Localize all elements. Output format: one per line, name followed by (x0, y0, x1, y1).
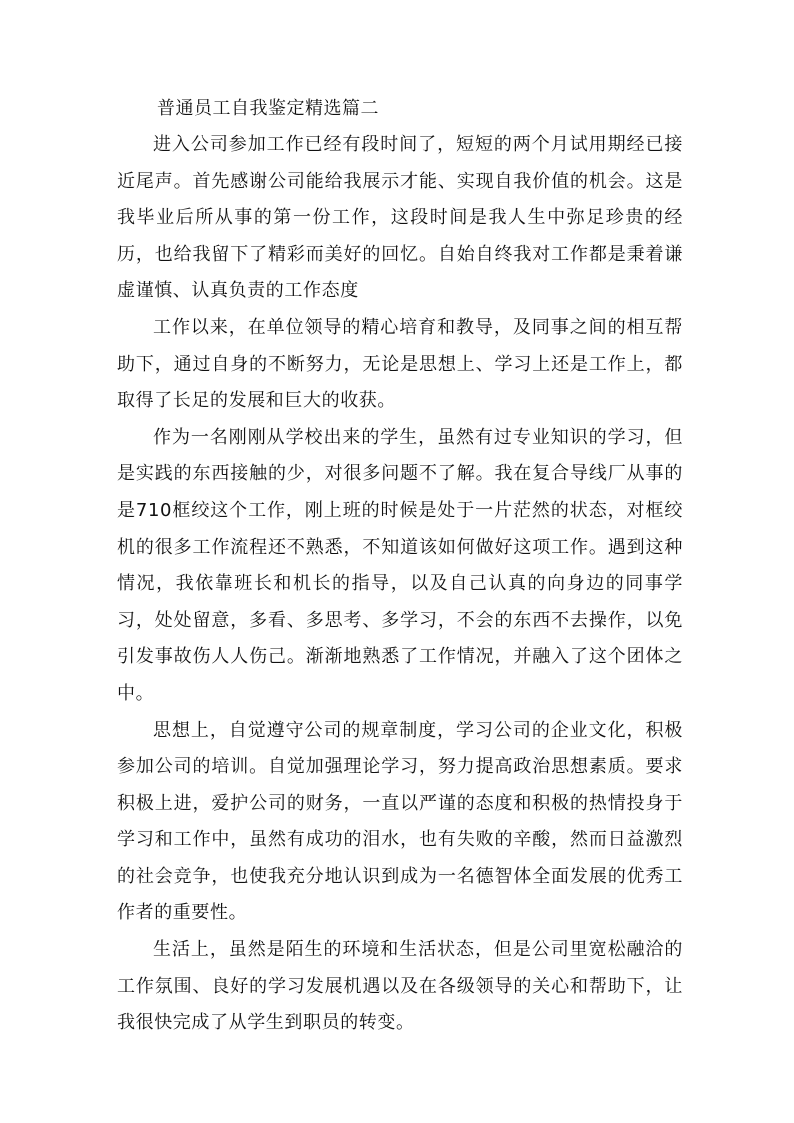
paragraph-work-growth: 工作以来，在单位领导的精心培育和教导，及同事之间的相互帮助下，通过自身的不断努力，无论是思想上、学习上还是工作上，都取得了长足的发展和巨大的收获。 (117, 316, 683, 412)
document-body (117, 91, 683, 1042)
paragraph-ideology: 思想上，自觉遵守公司的规章制度，学习公司的企业文化，积极参加公司的培训。自觉加强理论学习，努力提高政治思想素质。要求积极上进，爱护公司的财务，一直以严谨的态度和积极的热情投身于学习和工作中，虽然有成功的泪水，也有失败的辛酸，然而日益激烈的社会竞争，也使我充分地认识到成为一名德智体全面发展的优秀工作者的重要性。 (117, 719, 683, 924)
document-title: 普通员工自我鉴定精选篇二 (157, 98, 379, 119)
paragraph-intro: 进入公司参加工作已经有段时间了，短短的两个月试用期经已接近尾声。首先感谢公司能给我展示才能、实现自我价值的机会。这是我毕业后所从事的第一份工作，这段时间是我人生中弥足珍贵的经历，也给我留下了精彩而美好的回忆。自始自终我对工作都是秉着谦虚谨慎、认真负责的工作态度 (117, 134, 683, 302)
paragraph-life: 生活上，虽然是陌生的环境和生活状态，但是公司里宽松融洽的工作氛围、良好的学习发展机遇以及在各级领导的关心和帮助下，让我很快完成了从学生到职员的转变。 (117, 939, 683, 1034)
paragraph-learning-experience: 作为一名刚刚从学校出来的学生，虽然有过专业知识的学习，但是实践的东西接触的少，对很多问题不了解。我在复合导线厂从事的是710框绞这个工作，刚上班的时候是处于一片茫然的状态，对框绞机的很多工作流程还不熟悉，不知道该如何做好这项工作。遇到这种情况，我依靠班长和机长的指导，以及自己认真的向身边的同事学习，处处留意，多看、多思考、多学习，不会的东西不去操作，以免引发事故伤人人伤己。渐渐地熟悉了工作情况，并融入了这个团体之中。 (117, 426, 683, 704)
